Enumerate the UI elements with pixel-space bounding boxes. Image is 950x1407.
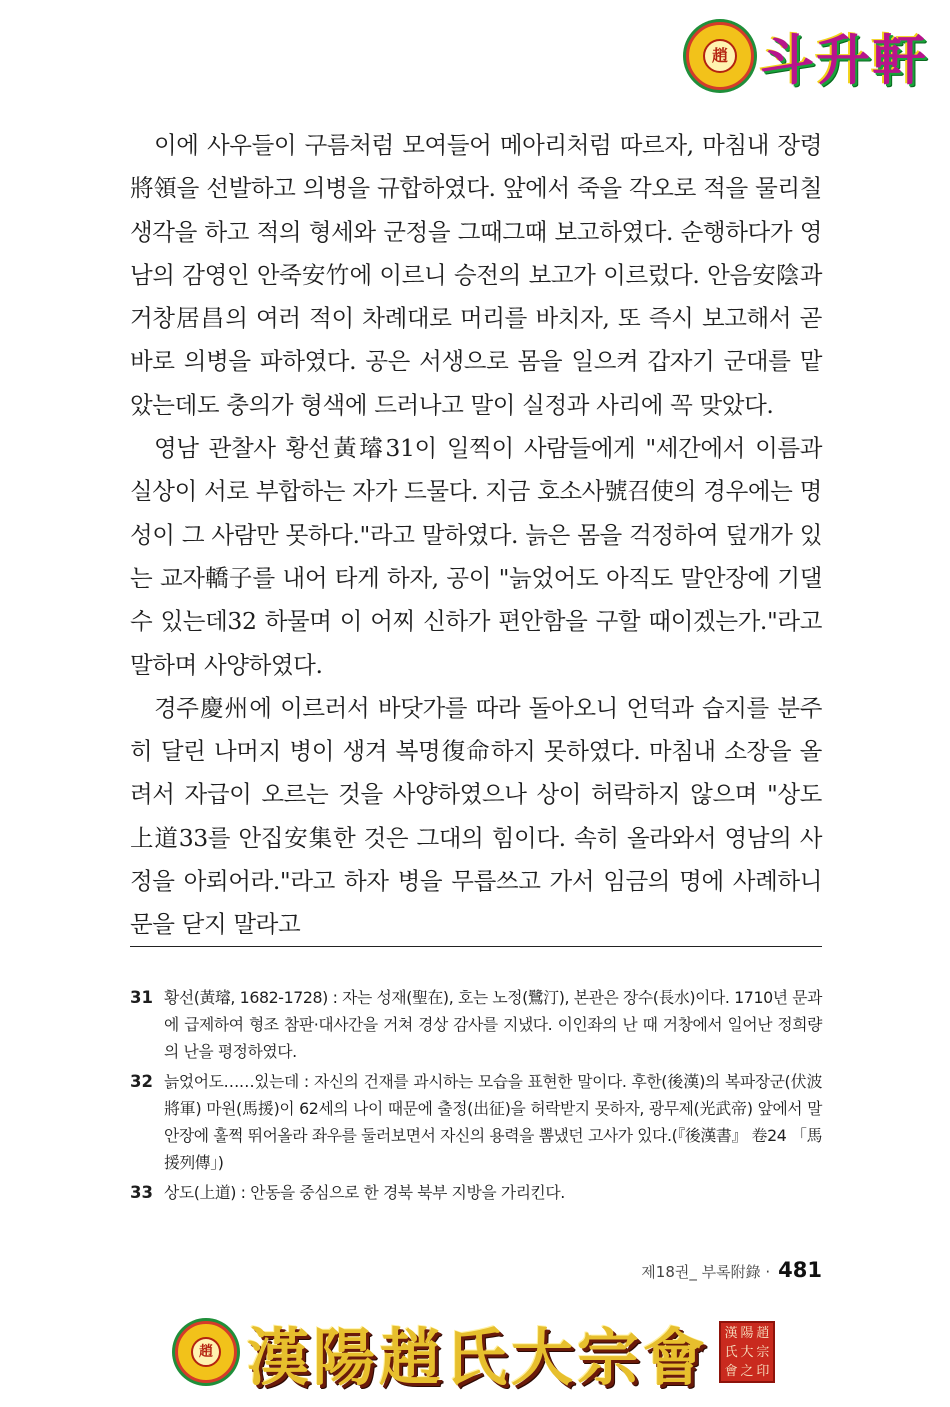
header-logo-text: 斗升軒	[760, 27, 928, 92]
seal-char: 漢	[724, 1325, 738, 1341]
flower-emblem-icon	[686, 22, 754, 90]
paragraph: 영남 관찰사 황선黃璿31이 일찍이 사람들에게 "세간에서 이름과 실상이 서로 부합하는 자가 드물다. 지금 호소사號召使의 경우에는 명성이 그 사람만 못하다."라고 말하였다. 늙은 몸을 걱정하여 덮개가 있는 교자轎子를 내어 타게 하자, 공이 "늙었어도 아직도 말안장에 기댈 수 있는데32 하물며 이 어찌 신하가 편안함을 구할 때이겠는가."라고 말하며 사양하였다.	[130, 434, 822, 679]
footnotes	[130, 984, 822, 1209]
flower-emblem-icon	[175, 1321, 237, 1383]
footnote-number: 32	[130, 1072, 153, 1091]
footnote-text: 상도(上道) : 안동을 중심으로 한 경북 북부 지방을 가리킨다.	[164, 1183, 565, 1202]
seal-char: 印	[756, 1363, 770, 1379]
footnote	[130, 1068, 822, 1176]
footer-banner-text: 漢陽趙氏大宗會	[246, 1320, 709, 1394]
footnote-number: 31	[130, 988, 153, 1007]
emblem-character: 趙	[703, 39, 737, 73]
volume-label: 제18권_ 부록附錄 ·	[641, 1263, 771, 1281]
seal-char: 之	[740, 1363, 754, 1379]
footnote-number: 33	[130, 1183, 153, 1202]
footnote	[130, 984, 822, 1065]
seal-char: 陽	[740, 1325, 754, 1341]
paragraph: 경주慶州에 이르러서 바닷가를 따라 돌아오니 언덕과 습지를 분주히 달린 나머지 병이 생겨 복명復命하지 못하였다. 마침내 소장을 올려서 자급이 오르는 것을 사양하였으나 상이 허락하지 않으며 "상도上道33를 안집安集한 것은 그대의 힘이다. 속히 올라와서 영남의 사정을 아뢰어라."라고 하자 병을 무릅쓰고 가서 임금의 명에 사례하니 문을 닫지 말라고	[130, 693, 822, 939]
seal-stamp-icon	[719, 1321, 775, 1383]
seal-char: 趙	[756, 1325, 770, 1341]
page-number: 481	[778, 1258, 822, 1282]
footnote-divider	[130, 946, 822, 947]
seal-char: 宗	[756, 1344, 770, 1360]
seal-char: 氏	[724, 1344, 738, 1360]
seal-char: 會	[724, 1363, 738, 1379]
footnote	[130, 1179, 822, 1206]
seal-char: 大	[740, 1344, 754, 1360]
paragraph: 이에 사우들이 구름처럼 모여들어 메아리처럼 따르자, 마침내 장령將領을 선발하고 의병을 규합하였다. 앞에서 죽을 각오로 적을 물리칠 생각을 하고 적의 형세와 군정을 그때그때 보고하였다. 순행하다가 영남의 감영인 안죽安竹에 이르니 승전의 보고가 이르렀다. 안음安陰과 거창居昌의 여러 적이 차례대로 머리를 바치자, 또 즉시 보고해서 곧바로 의병을 파하였다. 공은 서생으로 몸을 일으켜 갑자기 군대를 맡았는데도 충의가 형색에 드러나고 말이 실정과 사리에 꼭 맞았다.	[130, 131, 822, 419]
header-logo	[686, 20, 928, 92]
footnote-text: 황선(黃璿, 1682-1728) : 자는 성재(聖在), 호는 노정(鷺汀), 본관은 장수(長水)이다. 1710년 문과에 급제하여 형조 참판·대사간을 거쳐 경상 감사를 지냈다. 이인좌의 난 때 거창에서 일어난 정희량의 난을 평정하였다.	[164, 988, 822, 1061]
footer-banner	[0, 1312, 950, 1392]
page-footer	[641, 1258, 822, 1282]
footnote-text: 늙었어도……있는데 : 자신의 건재를 과시하는 모습을 표현한 말이다. 후한(後漢)의 복파장군(伏波將軍) 마원(馬援)이 62세의 나이 때문에 출정(出征)을 허락받지 못하자, 광무제(光武帝) 앞에서 말 안장에 훌쩍 뛰어올라 좌우를 둘러보면서 자신의 용력을 뽐냈던 고사가 있다.(『後漢書』 卷24 「馬援列傳」)	[164, 1072, 822, 1172]
emblem-character: 趙	[191, 1337, 221, 1367]
main-text	[130, 124, 822, 947]
